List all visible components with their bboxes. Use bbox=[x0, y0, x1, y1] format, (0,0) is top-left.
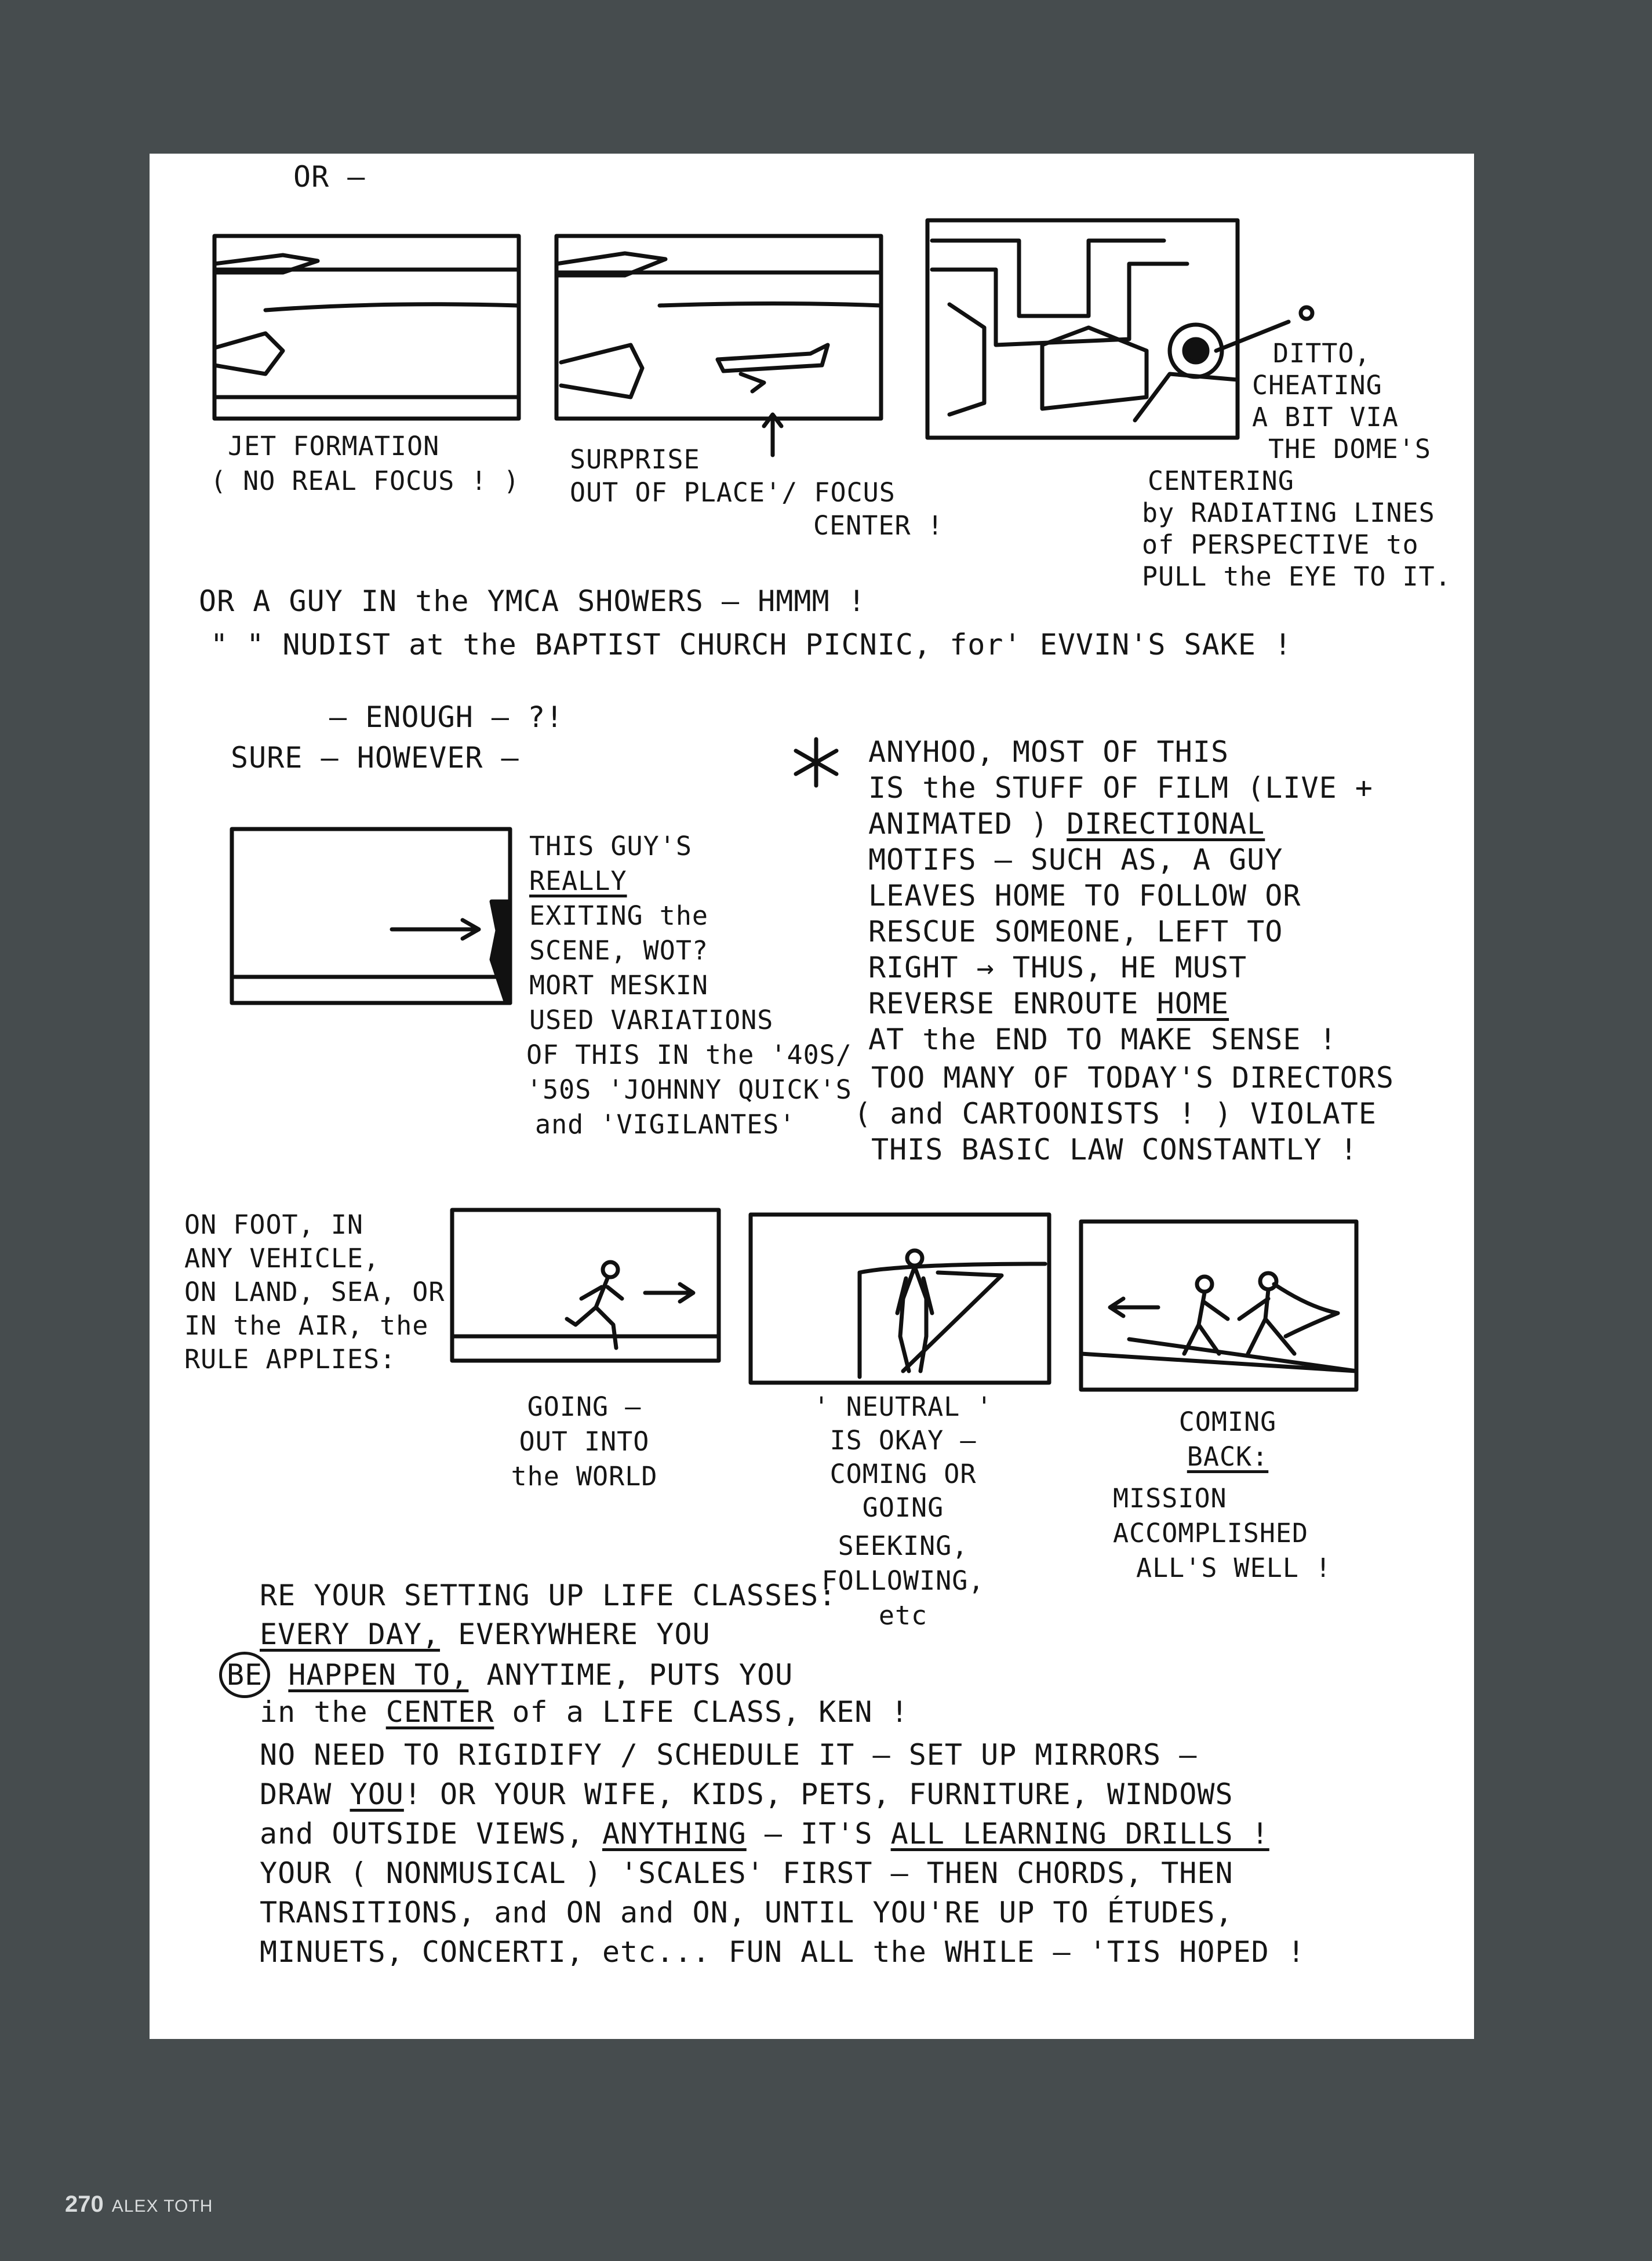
this-guy-7: OF THIS IN the '40S/ bbox=[526, 1039, 852, 1070]
life-class-10: MINUETS, CONCERTI, etc... FUN ALL the WHILE — 'TIS HOPED ! bbox=[260, 1935, 1305, 1969]
anyhoo-7: RIGHT → THUS, HE MUST bbox=[868, 951, 1247, 984]
neutral-7: etc bbox=[878, 1600, 928, 1631]
anyhoo-4: MOTIFS — SUCH AS, A GUY bbox=[868, 843, 1283, 877]
panel-exiting bbox=[232, 829, 510, 1003]
or-heading: OR — bbox=[293, 160, 366, 194]
anyhoo-3: ANIMATED ) DIRECTIONAL bbox=[868, 807, 1265, 841]
be-circled: BE bbox=[219, 1652, 270, 1698]
life-class-7: and OUTSIDE VIEWS, ANYTHING — IT'S ALL LEARNING DRILLS ! bbox=[260, 1817, 1269, 1851]
this-guy-1: THIS GUY'S bbox=[529, 831, 692, 861]
neutral-4: GOING bbox=[862, 1492, 944, 1523]
this-guy-6: USED VARIATIONS bbox=[529, 1005, 774, 1035]
panel-jet-formation bbox=[214, 236, 519, 419]
page-footer bbox=[65, 2191, 213, 2218]
panel-surprise bbox=[556, 236, 881, 455]
life-class-1: RE YOUR SETTING UP LIFE CLASSES: bbox=[260, 1579, 837, 1612]
rule-5: RULE APPLIES: bbox=[184, 1344, 396, 1375]
caption-ditto-8: PULL the EYE TO IT. bbox=[1142, 561, 1451, 592]
sketch-page bbox=[150, 154, 1474, 2039]
going-3: the WORLD bbox=[511, 1461, 658, 1492]
caption-surprise-1: SURPRISE bbox=[570, 444, 700, 475]
panel-coming-back bbox=[1081, 1222, 1356, 1390]
caption-ditto-3: A BIT VIA bbox=[1252, 402, 1399, 432]
anyhoo-11: ( and CARTOONISTS ! ) VIOLATE bbox=[854, 1097, 1377, 1130]
anyhoo-2: IS the STUFF OF FILM (LIVE + bbox=[868, 771, 1373, 805]
sure-however-line: SURE — HOWEVER — bbox=[231, 741, 519, 775]
caption-ditto-4: THE DOME'S bbox=[1268, 434, 1431, 464]
coming-back-2: BACK: bbox=[1187, 1441, 1269, 1472]
neutral-3: COMING OR bbox=[829, 1459, 977, 1489]
caption-ditto-5: CENTERING bbox=[1148, 466, 1294, 496]
caption-ditto-1: DITTO, bbox=[1273, 338, 1371, 369]
caption-jet-formation-2: ( NO REAL FOCUS ! ) bbox=[210, 466, 520, 496]
this-guy-8: '50S 'JOHNNY QUICK'S bbox=[526, 1074, 852, 1105]
neutral-6: FOLLOWING, bbox=[821, 1565, 985, 1596]
rule-1: ON FOOT, IN bbox=[184, 1209, 364, 1240]
caption-jet-formation-1: JET FORMATION bbox=[228, 431, 440, 461]
coming-back-3: MISSION bbox=[1113, 1483, 1227, 1514]
going-2: OUT INTO bbox=[519, 1426, 650, 1457]
anyhoo-12: THIS BASIC LAW CONSTANTLY ! bbox=[871, 1133, 1358, 1166]
nudist-line: " " NUDIST at the BAPTIST CHURCH PICNIC, for' EVVIN'S SAKE ! bbox=[210, 628, 1293, 661]
life-class-9: TRANSITIONS, and ON and ON, UNTIL YOU'RE UP TO ÉTUDES, bbox=[260, 1896, 1233, 1929]
caption-ditto-7: of PERSPECTIVE to bbox=[1142, 529, 1419, 560]
this-guy-2: REALLY bbox=[529, 866, 627, 896]
neutral-2: IS OKAY — bbox=[829, 1425, 977, 1456]
rule-3: ON LAND, SEA, OR bbox=[184, 1277, 445, 1307]
this-guy-5: MORT MESKIN bbox=[529, 970, 709, 1001]
life-class-5: NO NEED TO RIGIDIFY / SCHEDULE IT — SET UP MIRRORS — bbox=[260, 1738, 1198, 1772]
page-number: 270 bbox=[65, 2191, 104, 2217]
this-guy-3: EXITING the bbox=[529, 900, 709, 931]
asterisk-mark bbox=[796, 739, 836, 786]
coming-back-5: ALL'S WELL ! bbox=[1136, 1553, 1332, 1583]
caption-surprise-3: CENTER ! bbox=[813, 510, 944, 541]
anyhoo-6: RESCUE SOMEONE, LEFT TO bbox=[868, 915, 1283, 948]
coming-back-1: COMING bbox=[1178, 1406, 1277, 1437]
coming-back-4: ACCOMPLISHED bbox=[1113, 1518, 1309, 1548]
life-class-4: in the CENTER of a LIFE CLASS, KEN ! bbox=[260, 1695, 909, 1729]
neutral-1: ' NEUTRAL ' bbox=[813, 1391, 993, 1422]
ymca-line: OR A GUY IN the YMCA SHOWERS — HMMM ! bbox=[199, 584, 866, 618]
life-class-2: EVERY DAY, EVERYWHERE YOU bbox=[260, 1617, 711, 1651]
running-head: ALEX TOTH bbox=[111, 2197, 213, 2216]
anyhoo-9: AT the END TO MAKE SENSE ! bbox=[868, 1023, 1337, 1056]
this-guy-4: SCENE, WOT? bbox=[529, 935, 709, 966]
panel-neutral bbox=[751, 1215, 1049, 1383]
rule-2: ANY VEHICLE, bbox=[184, 1243, 380, 1274]
going-1: GOING — bbox=[527, 1391, 642, 1422]
neutral-5: SEEKING, bbox=[838, 1531, 969, 1561]
life-class-3: BE HAPPEN TO, ANYTIME, PUTS YOU bbox=[219, 1652, 793, 1698]
caption-ditto-6: by RADIATING LINES bbox=[1142, 497, 1435, 528]
anyhoo-10: TOO MANY OF TODAY'S DIRECTORS bbox=[871, 1061, 1394, 1095]
this-guy-9: and 'VIGILANTES' bbox=[535, 1109, 796, 1140]
caption-surprise-2: OUT OF PLACE'/ FOCUS bbox=[570, 477, 896, 508]
anyhoo-5: LEAVES HOME TO FOLLOW OR bbox=[868, 879, 1301, 913]
caption-ditto-2: CHEATING bbox=[1252, 370, 1382, 401]
life-class-6: DRAW YOU! OR YOUR WIFE, KIDS, PETS, FURNITURE, WINDOWS bbox=[260, 1777, 1233, 1811]
anyhoo-8: REVERSE ENROUTE HOME bbox=[868, 987, 1229, 1020]
rule-4: IN the AIR, the bbox=[184, 1310, 429, 1341]
life-class-8: YOUR ( NONMUSICAL ) 'SCALES' FIRST — THEN CHORDS, THEN bbox=[260, 1856, 1233, 1890]
panel-going bbox=[452, 1210, 719, 1361]
enough-line: — ENOUGH — ?! bbox=[329, 700, 564, 734]
anyhoo-1: ANYHOO, MOST OF THIS bbox=[868, 735, 1229, 769]
